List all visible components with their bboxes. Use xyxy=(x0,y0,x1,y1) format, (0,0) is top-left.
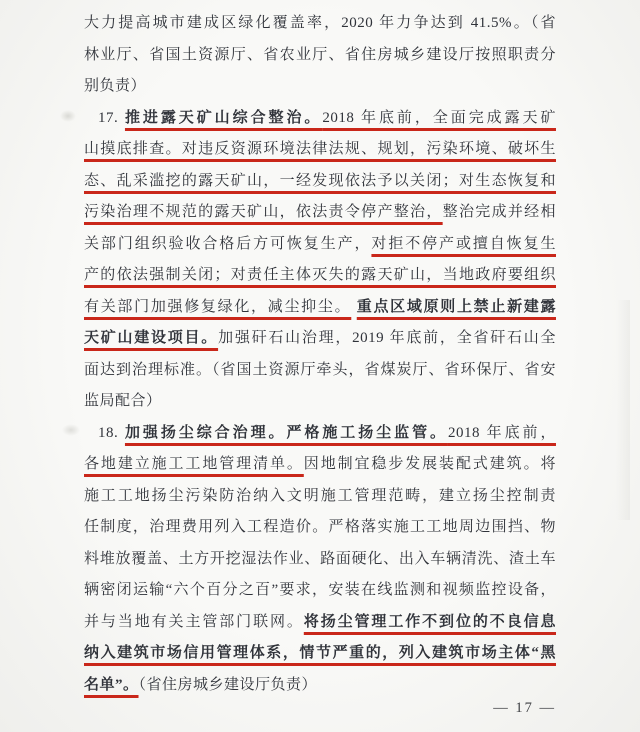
underlined-text-segment: 对拒不停产或擅自恢复生 xyxy=(371,235,556,252)
text-segment: 关部门组织验收合格后方可恢复生产， xyxy=(84,235,372,252)
text-line xyxy=(84,386,556,418)
text-line xyxy=(84,166,556,198)
text-line xyxy=(84,544,556,576)
underlined-text-segment: 重点区域原则上禁止新建露 xyxy=(356,298,556,315)
text-segment: 料堆放覆盖、土方开挖湿法作业、路面硬化、出入车辆清洗、渣土车 xyxy=(84,550,556,567)
text-line xyxy=(84,40,556,72)
scan-smudge xyxy=(62,424,80,436)
text-line xyxy=(84,512,556,544)
text-line xyxy=(84,292,556,324)
text-segment: 别负责） xyxy=(84,78,147,94)
underlined-text-segment: 名单”。 xyxy=(84,676,139,693)
text-line xyxy=(84,418,556,450)
text-segment: 因地制宜稳步发展装配式建筑。将 xyxy=(303,456,556,472)
text-segment: 任制度，治理费用列入工程造价。严格落实施工工地周边围挡、物 xyxy=(84,519,556,535)
underlined-text-segment: 天矿山建设项目。 xyxy=(84,330,219,346)
underlined-text-segment: 各地建立施工工地管理清单。 xyxy=(84,456,304,472)
text-line xyxy=(84,481,556,513)
text-segment: 监局配合） xyxy=(84,393,162,409)
text-segment: （省住房城乡建设厅负责） xyxy=(138,676,318,693)
underlined-text-segment: 推进露天矿山综合整治。 xyxy=(124,109,323,126)
text-line xyxy=(84,607,556,639)
underlined-text-segment: 加强扬尘综合治理。严格施工扬尘监管。 xyxy=(124,424,448,441)
text-segment: 加强矸石山治理，2019 年底前，全省矸石山全 xyxy=(218,330,556,346)
text-line xyxy=(84,197,556,229)
text-line xyxy=(84,103,556,135)
scan-smudge xyxy=(60,110,76,122)
text-line xyxy=(84,71,556,103)
page-number: — 17 — xyxy=(493,700,556,716)
underlined-text-segment: 态、乱采滥挖的露天矿山，一经发现依法予以关闭；对生态恢复和 xyxy=(84,172,556,189)
text-line xyxy=(84,575,556,607)
text-line xyxy=(84,323,556,355)
underlined-text-segment: 2018 年底前， xyxy=(447,424,556,441)
underlined-text-segment: 产的依法强制关闭；对责任主体灭失的露天矿山，当地政府要组织 xyxy=(84,267,556,283)
text-segment: 整治完成并经相 xyxy=(442,204,556,220)
underlined-text-segment: 2018 年底前，全面完成露天矿 xyxy=(322,109,556,126)
text-segment: 18. xyxy=(98,424,125,441)
text-line xyxy=(84,670,556,702)
text-line xyxy=(84,355,556,387)
text-segment: 大力提高城市建成区绿化覆盖率，2020 年力争达到 41.5%。（省 xyxy=(84,15,556,31)
text-line xyxy=(84,229,556,261)
scan-edge-shadow xyxy=(616,300,630,520)
text-line xyxy=(84,8,556,40)
underlined-text-segment: 山摸底排查。对违反资源环境法律法规、规划，污染环境、破坏生 xyxy=(84,141,556,157)
text-segment: 辆密闭运输“六个百分之百”要求，安装在线监测和视频监控设备， xyxy=(84,582,556,598)
underlined-text-segment: 污染治理不规范的露天矿山，依法责令停产整治， xyxy=(84,204,443,220)
text-segment: 林业厅、省国土资源厅、省农业厅、省住房城乡建设厅按照职责分 xyxy=(84,46,556,63)
text-line xyxy=(84,449,556,481)
text-segment: 施工工地扬尘污染防治纳入文明施工管理范畴，建立扬尘控制责 xyxy=(84,487,556,504)
underlined-text-segment: 有关部门加强修复绿化，减尘抑尘。 xyxy=(84,298,352,315)
text-line xyxy=(84,638,556,670)
text-segment: 17. xyxy=(98,109,125,126)
text-line xyxy=(84,260,556,292)
underlined-text-segment: 将扬尘管理工作不到位的不良信息 xyxy=(303,613,556,630)
text-segment: 并与当地有关主管部门联网。 xyxy=(84,613,304,630)
text-line xyxy=(84,134,556,166)
text-segment: 面达到治理标准。（省国土资源厅牵头，省煤炭厅、省环保厅、省安 xyxy=(84,361,556,378)
underlined-text-segment: 纳入建筑市场信用管理体系，情节严重的，列入建筑市场主体“黑 xyxy=(84,645,556,661)
document-body xyxy=(84,8,556,701)
